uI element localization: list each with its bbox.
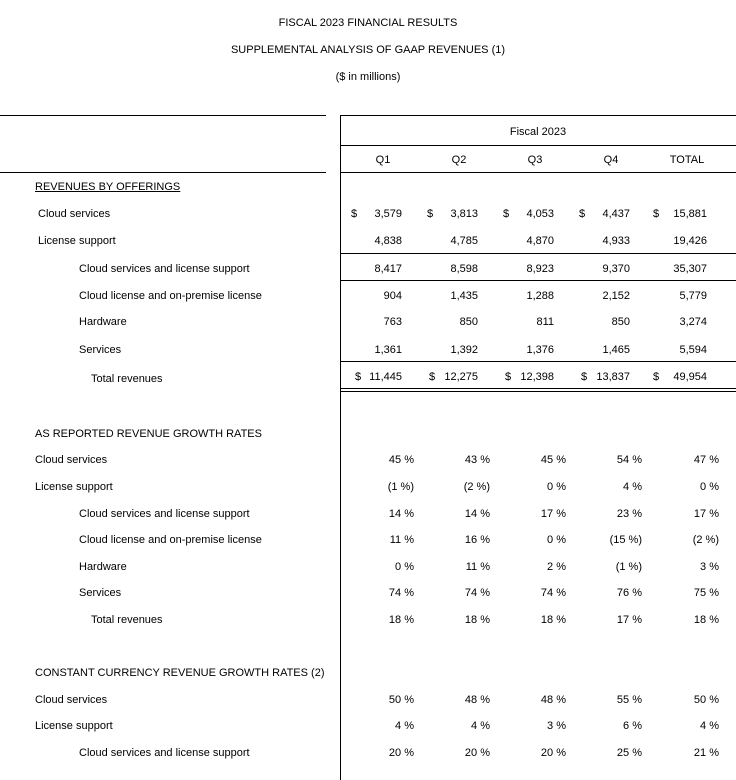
offerings-label-hardware: Hardware: [79, 316, 127, 328]
cell-value: 4 %: [471, 720, 490, 732]
cell-value: 4 %: [623, 481, 642, 493]
units-note: ($ in millions): [335, 71, 401, 83]
cell-value: 4,053: [526, 208, 554, 220]
cell-value: 13,837: [596, 371, 630, 383]
cell-value: 3 %: [700, 561, 719, 573]
cell-value: 20 %: [464, 747, 490, 759]
cell-value: 19,426: [673, 235, 707, 247]
cell-value: 75 %: [693, 587, 719, 599]
reported-label-total-revenues: Total revenues: [91, 614, 163, 626]
currency-symbol: $: [581, 371, 588, 383]
constant-label-cloud-services: Cloud services: [35, 694, 108, 706]
cell-value: 18 %: [464, 614, 490, 626]
offerings-label-services: Services: [79, 344, 122, 356]
reported-label-license-support: License support: [35, 481, 113, 493]
currency-symbol: $: [579, 208, 586, 220]
offerings-heading: REVENUES BY OFFERINGS: [35, 181, 181, 193]
subtotal-rule: [340, 253, 736, 254]
reported-label-cloud-services: Cloud services: [35, 454, 108, 466]
cell-value: 1,376: [526, 344, 554, 356]
cell-value: 4,933: [602, 235, 630, 247]
cell-value: 16 %: [464, 534, 490, 546]
cell-value: 11 %: [389, 534, 414, 546]
cell-value: (15 %): [609, 534, 642, 546]
cell-value: 4,838: [374, 235, 402, 247]
cell-value: 54 %: [616, 454, 642, 466]
cell-value: 49,954: [673, 371, 707, 383]
cell-value: 50 %: [693, 694, 719, 706]
cell-value: 1,465: [602, 344, 630, 356]
cell-value: 6 %: [623, 720, 642, 732]
cell-value: 74 %: [540, 587, 566, 599]
reported-heading: AS REPORTED REVENUE GROWTH RATES: [35, 428, 262, 440]
cell-value: 5,594: [679, 344, 707, 356]
cell-value: 18 %: [388, 614, 414, 626]
cell-value: 25 %: [616, 747, 642, 759]
cell-value: 12,275: [444, 371, 478, 383]
cell-value: 14 %: [464, 508, 490, 520]
cell-value: 15,881: [673, 208, 707, 220]
period-header: Fiscal 2023: [509, 126, 567, 138]
cell-value: 48 %: [464, 694, 490, 706]
cell-value: 3 %: [547, 720, 566, 732]
cell-value: 1,435: [450, 290, 478, 302]
cell-value: 8,598: [450, 263, 478, 275]
cell-value: 23 %: [616, 508, 642, 520]
cell-value: 18 %: [540, 614, 566, 626]
cell-value: (2 %): [692, 534, 719, 546]
currency-symbol: $: [355, 371, 362, 383]
offerings-label-cloud-license: Cloud license and on-premise license: [79, 290, 262, 302]
cell-value: 74 %: [388, 587, 414, 599]
cell-value: 48 %: [540, 694, 566, 706]
currency-symbol: $: [653, 208, 660, 220]
subtotal-rule: [340, 280, 736, 281]
cell-value: 2 %: [547, 561, 566, 573]
cell-value: 45 %: [540, 454, 566, 466]
cell-value: 50 %: [388, 694, 414, 706]
cell-value: 43 %: [464, 454, 490, 466]
cell-value: 21 %: [693, 747, 719, 759]
report-title: FISCAL 2023 FINANCIAL RESULTS: [278, 17, 458, 29]
reported-label-hardware: Hardware: [79, 561, 127, 573]
left-header-rule: [0, 172, 326, 173]
col-q1-header: Q1: [375, 154, 391, 166]
double-rule-top: [340, 388, 736, 389]
col-q3-header: Q3: [527, 154, 543, 166]
offerings-label-license-support: License support: [38, 235, 116, 247]
cell-value: (2 %): [463, 481, 490, 493]
cell-value: 20 %: [540, 747, 566, 759]
constant-label-license-support: License support: [35, 720, 113, 732]
cell-value: 17 %: [616, 614, 642, 626]
offerings-label-cloud-and-license-support: Cloud services and license support: [79, 263, 250, 275]
cell-value: 5,779: [679, 290, 707, 302]
cell-value: 850: [459, 316, 478, 328]
cell-value: 17 %: [540, 508, 566, 520]
report-subtitle: SUPPLEMENTAL ANALYSIS OF GAAP REVENUES (1): [230, 44, 506, 56]
cell-value: 2,152: [602, 290, 630, 302]
cell-value: 45 %: [388, 454, 414, 466]
cell-value: 18 %: [693, 614, 719, 626]
currency-symbol: $: [653, 371, 660, 383]
cell-value: 0 %: [547, 481, 566, 493]
cell-value: 47 %: [693, 454, 719, 466]
cell-value: 3,274: [679, 316, 707, 328]
right-top-rule: [340, 115, 736, 116]
constant-label-cloud-and-license-support: Cloud services and license support: [79, 747, 250, 759]
cell-value: 811: [536, 316, 554, 328]
cell-value: 12,398: [520, 371, 554, 383]
cell-value: (1 %): [387, 481, 414, 493]
cell-value: 0 %: [700, 481, 719, 493]
cell-value: 4,437: [602, 208, 630, 220]
cell-value: 17 %: [693, 508, 719, 520]
cell-value: 904: [383, 290, 402, 302]
currency-symbol: $: [427, 208, 434, 220]
reported-label-cloud-license: Cloud license and on-premise license: [79, 534, 262, 546]
reported-label-cloud-and-license-support: Cloud services and license support: [79, 508, 250, 520]
col-q2-header: Q2: [451, 154, 467, 166]
cell-value: 74 %: [464, 587, 490, 599]
cell-value: 3,813: [450, 208, 478, 220]
currency-symbol: $: [351, 208, 358, 220]
cell-value: 11 %: [465, 561, 490, 573]
currency-symbol: $: [429, 371, 436, 383]
cell-value: 4 %: [395, 720, 414, 732]
reported-label-services: Services: [79, 587, 122, 599]
cell-value: 0 %: [547, 534, 566, 546]
cell-value: 3,579: [374, 208, 402, 220]
offerings-label-cloud-services: Cloud services: [38, 208, 111, 220]
cell-value: (1 %): [615, 561, 642, 573]
cell-value: 850: [611, 316, 630, 328]
col-total-header: TOTAL: [669, 154, 705, 166]
cell-value: 76 %: [616, 587, 642, 599]
cell-value: 1,288: [526, 290, 554, 302]
cell-value: 4,870: [526, 235, 554, 247]
currency-symbol: $: [503, 208, 510, 220]
col-q4-header: Q4: [603, 154, 619, 166]
cell-value: 4 %: [700, 720, 719, 732]
double-rule-bottom: [340, 391, 736, 392]
cell-value: 0 %: [395, 561, 414, 573]
currency-symbol: $: [505, 371, 512, 383]
left-top-rule: [0, 115, 326, 116]
constant-heading: CONSTANT CURRENCY REVENUE GROWTH RATES (2): [35, 667, 325, 679]
period-rule: [340, 145, 736, 146]
cell-value: 20 %: [388, 747, 414, 759]
cell-value: 55 %: [616, 694, 642, 706]
cell-value: 35,307: [673, 263, 707, 275]
cell-value: 8,923: [526, 263, 554, 275]
cell-value: 1,392: [450, 344, 478, 356]
cell-value: 8,417: [374, 263, 402, 275]
cell-value: 9,370: [602, 263, 630, 275]
columns-rule: [340, 172, 736, 173]
cell-value: 1,361: [374, 344, 402, 356]
cell-value: 14 %: [388, 508, 414, 520]
offerings-label-total-revenues: Total revenues: [91, 373, 163, 385]
cell-value: 4,785: [450, 235, 478, 247]
cell-value: 763: [383, 316, 402, 328]
cell-value: 11,445: [369, 371, 402, 383]
total-rule: [340, 361, 736, 362]
